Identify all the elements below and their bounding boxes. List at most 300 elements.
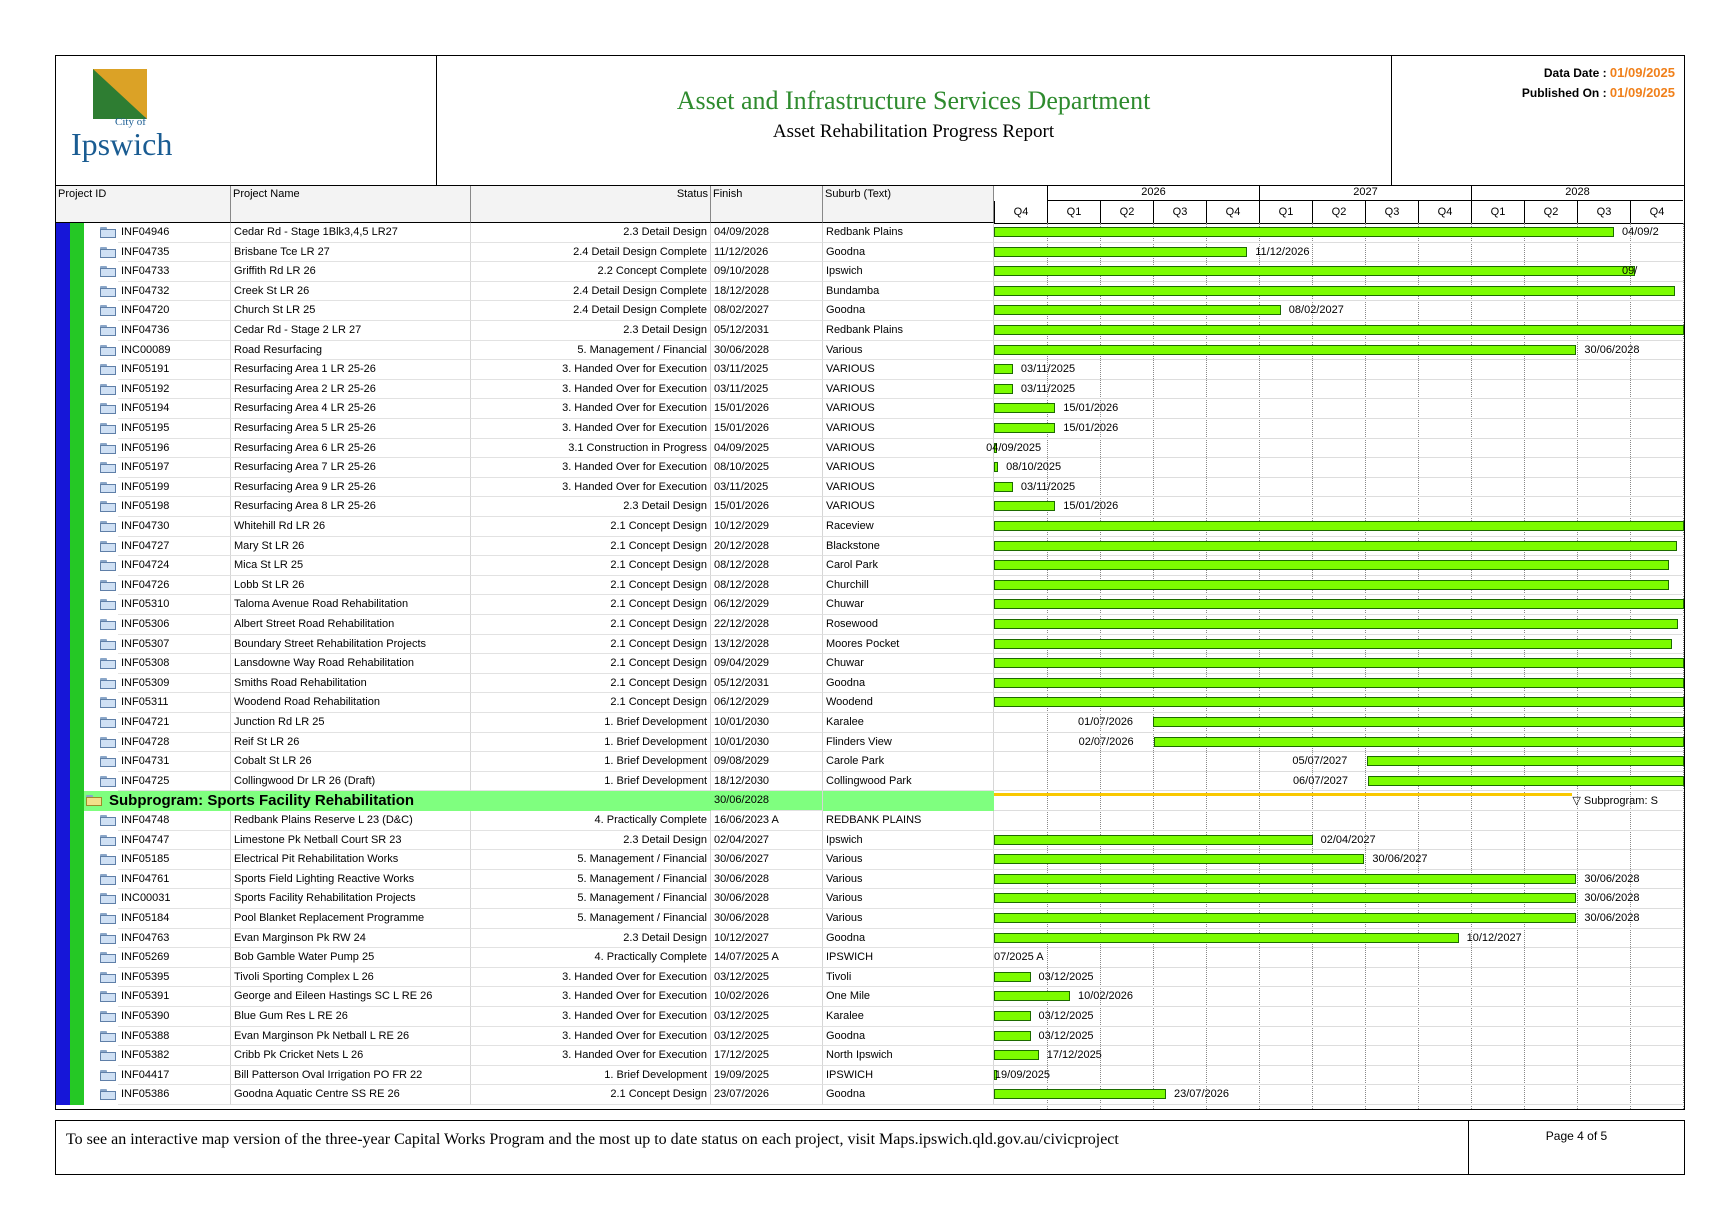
task-bar[interactable]: [1153, 717, 1684, 727]
table-row[interactable]: [56, 458, 1684, 478]
table-row[interactable]: [56, 380, 1684, 400]
project-id: INF05191: [118, 360, 231, 380]
project-id: INF05388: [118, 1027, 231, 1047]
table-row[interactable]: [56, 243, 1684, 263]
folder-icon: [100, 423, 116, 434]
row-group-marker: [70, 811, 84, 831]
report-page: [55, 55, 1685, 1175]
row-group-marker: [70, 458, 84, 478]
project-id: INF05184: [118, 909, 231, 929]
folder-icon: [100, 247, 116, 258]
folder-icon: [100, 1031, 116, 1042]
folder-icon: [100, 1089, 116, 1100]
bar-label: 30/06/2027: [1372, 853, 1428, 866]
folder-icon: [100, 1011, 116, 1022]
task-bar[interactable]: [994, 423, 1055, 433]
task-bar[interactable]: [994, 1089, 1166, 1099]
task-bar[interactable]: [994, 305, 1281, 315]
gantt-row: [994, 772, 1684, 792]
task-bar[interactable]: [994, 678, 1684, 688]
project-id: INF05386: [118, 1085, 231, 1105]
row-level-marker: [56, 556, 70, 576]
bar-label: 03/11/2025: [1020, 382, 1076, 395]
col-header-status[interactable]: Status: [471, 186, 711, 223]
project-id: INF04731: [118, 752, 231, 772]
gantt-row: [994, 478, 1684, 498]
row-group-marker: [70, 556, 84, 576]
subprogram-row[interactable]: [56, 791, 1684, 811]
table-row[interactable]: [56, 615, 1684, 635]
table-row[interactable]: [56, 948, 1684, 968]
project-id: INF04730: [118, 517, 231, 537]
row-group-marker: [70, 615, 84, 635]
project-id: INC00031: [118, 889, 231, 909]
project-suburb: Tivoli: [823, 968, 994, 988]
row-group-marker: [70, 497, 84, 517]
row-group-marker: [70, 282, 84, 302]
table-row[interactable]: [56, 301, 1684, 321]
table-row[interactable]: [56, 635, 1684, 655]
table-row[interactable]: [56, 321, 1684, 341]
task-bar[interactable]: [994, 482, 1013, 492]
project-id: INF05185: [118, 850, 231, 870]
folder-icon: [100, 364, 116, 375]
bar-label: 02/04/2027: [1320, 833, 1376, 846]
bar-label: 03/11/2025: [1020, 480, 1076, 493]
task-bar[interactable]: [994, 560, 1669, 570]
timescale-quarter: Q3: [1365, 201, 1418, 223]
bar-label: 15/01/2026: [1063, 500, 1119, 513]
col-header-project-name[interactable]: Project Name: [231, 186, 471, 223]
timescale-quarter: Q4: [1418, 201, 1471, 223]
task-bar[interactable]: [994, 247, 1247, 257]
folder-icon: [100, 717, 116, 728]
project-name: Limestone Pk Netball Court SR 23: [231, 831, 471, 851]
gantt-row: [994, 870, 1684, 890]
table-row[interactable]: [56, 556, 1684, 576]
project-id: INF05197: [118, 458, 231, 478]
timescale-quarter: Q3: [1577, 201, 1630, 223]
project-suburb: Goodna: [823, 674, 994, 694]
project-finish: 04/09/2025: [711, 439, 823, 459]
table-row[interactable]: [56, 595, 1684, 615]
project-name: Albert Street Road Rehabilitation: [231, 615, 471, 635]
gantt-row: [994, 1085, 1684, 1105]
table-row[interactable]: [56, 262, 1684, 282]
table-row[interactable]: [56, 419, 1684, 439]
row-level-marker: [56, 654, 70, 674]
row-level-marker: [56, 537, 70, 557]
project-id: INF05307: [118, 635, 231, 655]
task-bar[interactable]: [994, 521, 1684, 531]
table-row[interactable]: [56, 850, 1684, 870]
row-level-marker: [56, 262, 70, 282]
bar-label: 10/02/2026: [1077, 990, 1134, 1003]
project-id: INF04724: [118, 556, 231, 576]
row-group-marker: [70, 831, 84, 851]
project-name: Mary St LR 26: [231, 537, 471, 557]
row-group-marker: [70, 262, 84, 282]
gantt-row: [994, 1027, 1684, 1047]
bar-label: 04/09/2: [1622, 226, 1659, 238]
task-bar[interactable]: [994, 639, 1672, 649]
gantt-row: [994, 1007, 1684, 1027]
project-id: INF04728: [118, 733, 231, 753]
page-number: Page 4 of 5: [1468, 1121, 1684, 1174]
published-label: Published On :: [1521, 86, 1607, 100]
table-row[interactable]: [56, 497, 1684, 517]
project-suburb: VARIOUS: [823, 399, 994, 419]
logo-cell: [56, 56, 437, 185]
folder-icon: [100, 443, 116, 454]
gantt-row: [994, 733, 1684, 753]
task-bar[interactable]: [994, 933, 1459, 943]
task-bar[interactable]: [994, 462, 998, 472]
project-suburb: Flinders View: [823, 733, 994, 753]
project-finish: 13/12/2028: [711, 635, 823, 655]
timescale-year: 2026: [1047, 186, 1259, 201]
table-row[interactable]: [56, 752, 1684, 772]
project-finish: 10/01/2030: [711, 713, 823, 733]
row-group-marker: [70, 341, 84, 361]
project-suburb: Raceview: [823, 517, 994, 537]
project-id: INF05194: [118, 399, 231, 419]
project-suburb: Various: [823, 870, 994, 890]
folder-icon: [100, 737, 116, 748]
project-id: INF05199: [118, 478, 231, 498]
bar-label: 02/07/2026: [1078, 735, 1134, 748]
row-level-marker: [56, 733, 70, 753]
row-group-marker: [70, 399, 84, 419]
table-row[interactable]: [56, 713, 1684, 733]
project-name: Resurfacing Area 2 LR 25-26: [231, 380, 471, 400]
bar-label: 06/07/2027: [1292, 774, 1348, 787]
table-row[interactable]: [56, 929, 1684, 949]
table-row[interactable]: [56, 674, 1684, 694]
bar-label: 01/07/2026: [1078, 716, 1134, 728]
table-row[interactable]: [56, 399, 1684, 419]
table-row[interactable]: [56, 811, 1684, 831]
gantt-row: [994, 556, 1684, 576]
task-bar[interactable]: [994, 619, 1678, 629]
project-id: INF05269: [118, 948, 231, 968]
project-finish: 23/07/2026: [711, 1085, 823, 1105]
project-name: Blue Gum Res L RE 26: [231, 1007, 471, 1027]
project-id: INF05198: [118, 497, 231, 517]
project-status: 4. Practically Complete: [471, 811, 711, 831]
table-row[interactable]: [56, 282, 1684, 302]
timescale-year: 2028: [1471, 186, 1683, 201]
table-row[interactable]: [56, 576, 1684, 596]
gantt-row: [994, 419, 1684, 439]
project-name: Resurfacing Area 8 LR 25-26: [231, 497, 471, 517]
published-value: 01/09/2025: [1609, 85, 1675, 100]
project-id: INF05382: [118, 1046, 231, 1066]
task-bar[interactable]: [994, 913, 1576, 923]
project-finish: 30/06/2027: [711, 850, 823, 870]
row-level-marker: [56, 595, 70, 615]
project-suburb: VARIOUS: [823, 360, 994, 380]
row-group-marker: [70, 752, 84, 772]
table-row[interactable]: [56, 537, 1684, 557]
timescale-quarter: Q4: [1630, 201, 1683, 223]
project-suburb: Goodna: [823, 301, 994, 321]
row-group-marker: [70, 517, 84, 537]
gantt-row: [994, 399, 1684, 419]
col-header-finish[interactable]: Finish: [711, 186, 823, 223]
task-bar[interactable]: [994, 599, 1684, 609]
project-id: INF04736: [118, 321, 231, 341]
project-status: 3. Handed Over for Execution: [471, 478, 711, 498]
project-suburb: VARIOUS: [823, 380, 994, 400]
task-bar[interactable]: [994, 403, 1055, 413]
table-row[interactable]: [56, 341, 1684, 361]
project-status: 2.1 Concept Design: [471, 615, 711, 635]
row-group-marker: [70, 1046, 84, 1066]
task-bar[interactable]: [1368, 776, 1684, 786]
row-level-marker: [56, 497, 70, 517]
row-level-marker: [56, 968, 70, 988]
task-bar[interactable]: [994, 286, 1675, 296]
gantt-row: [994, 635, 1684, 655]
gantt-row: [994, 497, 1684, 517]
project-id: INF05308: [118, 654, 231, 674]
row-group-marker: [70, 968, 84, 988]
table-row[interactable]: [56, 693, 1684, 713]
task-bar[interactable]: [994, 541, 1677, 551]
project-status: 5. Management / Financial: [471, 850, 711, 870]
table-row[interactable]: [56, 909, 1684, 929]
project-status: 5. Management / Financial: [471, 909, 711, 929]
table-row[interactable]: [56, 733, 1684, 753]
row-level-marker: [56, 850, 70, 870]
bar-label: 05/07/2027: [1292, 755, 1348, 768]
project-status: 2.1 Concept Design: [471, 556, 711, 576]
folder-icon: [100, 599, 116, 610]
table-row[interactable]: [56, 439, 1684, 459]
task-bar[interactable]: [994, 893, 1576, 903]
folder-icon: [100, 482, 116, 493]
task-bar[interactable]: [994, 1050, 1039, 1060]
task-bar[interactable]: [994, 697, 1684, 707]
project-suburb: Ipswich: [823, 831, 994, 851]
project-name: Mica St LR 25: [231, 556, 471, 576]
table-row[interactable]: [56, 831, 1684, 851]
project-name: Griffith Rd LR 26: [231, 262, 471, 282]
row-group-marker: [70, 1007, 84, 1027]
row-level-marker: [56, 517, 70, 537]
table-row[interactable]: [56, 1085, 1684, 1105]
project-name: Resurfacing Area 9 LR 25-26: [231, 478, 471, 498]
project-finish: 15/01/2026: [711, 497, 823, 517]
project-id: INF04735: [118, 243, 231, 263]
project-id: INF05311: [118, 693, 231, 713]
table-row[interactable]: [56, 987, 1684, 1007]
project-suburb: Various: [823, 341, 994, 361]
project-id: INF04763: [118, 929, 231, 949]
row-level-marker: [56, 458, 70, 478]
project-status: 1. Brief Development: [471, 713, 711, 733]
bar-label: 19/09/2025: [994, 1068, 1050, 1081]
project-id: INF04721: [118, 713, 231, 733]
row-group-marker: [70, 889, 84, 909]
gantt-row: [994, 889, 1684, 909]
task-bar[interactable]: [994, 384, 1013, 394]
table-row[interactable]: [56, 654, 1684, 674]
project-suburb: REDBANK PLAINS: [823, 811, 994, 831]
task-bar[interactable]: [1367, 756, 1684, 766]
bar-label: 15/01/2026: [1063, 422, 1119, 434]
project-suburb: Karalee: [823, 713, 994, 733]
project-status: 3. Handed Over for Execution: [471, 360, 711, 380]
project-finish: 10/12/2027: [711, 929, 823, 949]
table-row[interactable]: [56, 870, 1684, 890]
task-bar[interactable]: [994, 835, 1313, 845]
project-finish: 22/12/2028: [711, 615, 823, 635]
task-bar[interactable]: [994, 1031, 1031, 1041]
folder-icon: [100, 227, 116, 238]
project-finish: 15/01/2026: [711, 419, 823, 439]
row-group-marker: [70, 713, 84, 733]
task-bar[interactable]: [994, 1011, 1031, 1021]
gantt-row: [994, 380, 1684, 400]
project-name: Collingwood Dr LR 26 (Draft): [231, 772, 471, 792]
table-row[interactable]: [56, 478, 1684, 498]
project-id: INF05395: [118, 968, 231, 988]
bar-label: 03/12/2025: [1038, 1010, 1094, 1022]
city-of-ipswich-logo: [71, 66, 181, 166]
table-row[interactable]: [56, 360, 1684, 380]
project-name: Tivoli Sporting Complex L 26: [231, 968, 471, 988]
project-id: INF05310: [118, 595, 231, 615]
task-bar[interactable]: [994, 658, 1684, 668]
project-finish: 09/08/2029: [711, 752, 823, 772]
task-bar[interactable]: [994, 325, 1684, 335]
project-id: INF05195: [118, 419, 231, 439]
logo-city-of: City of: [115, 116, 146, 128]
project-finish: 08/12/2028: [711, 556, 823, 576]
project-suburb: North Ipswich: [823, 1046, 994, 1066]
task-bar[interactable]: [994, 364, 1013, 374]
task-bar[interactable]: [994, 345, 1576, 355]
folder-icon: [100, 658, 116, 669]
project-suburb: Goodna: [823, 1085, 994, 1105]
task-bar[interactable]: [1154, 737, 1684, 747]
gantt-row: [994, 282, 1684, 302]
project-name: Resurfacing Area 6 LR 25-26: [231, 439, 471, 459]
table-row[interactable]: [56, 968, 1684, 988]
row-level-marker: [56, 1085, 70, 1105]
task-bar[interactable]: [994, 227, 1614, 237]
task-bar[interactable]: [994, 854, 1364, 864]
project-status: 1. Brief Development: [471, 733, 711, 753]
task-bar[interactable]: [994, 501, 1055, 511]
project-suburb: Goodna: [823, 243, 994, 263]
project-name: Pool Blanket Replacement Programme: [231, 909, 471, 929]
folder-icon: [100, 619, 116, 630]
row-level-marker: [56, 1046, 70, 1066]
row-group-marker: [70, 576, 84, 596]
col-header-project-id[interactable]: Project ID: [56, 186, 231, 223]
task-bar[interactable]: [994, 972, 1031, 982]
project-status: 2.1 Concept Design: [471, 517, 711, 537]
row-level-marker: [56, 1066, 70, 1086]
project-finish: 30/06/2028: [711, 889, 823, 909]
table-row[interactable]: [56, 772, 1684, 792]
project-finish: 08/02/2027: [711, 301, 823, 321]
project-id: INF04417: [118, 1066, 231, 1086]
project-name: Goodna Aquatic Centre SS RE 26: [231, 1085, 471, 1105]
task-bar[interactable]: [994, 580, 1669, 590]
project-name: Resurfacing Area 7 LR 25-26: [231, 458, 471, 478]
project-status: 2.1 Concept Design: [471, 1085, 711, 1105]
gantt-row: [994, 243, 1684, 263]
timescale-year: 2027: [1259, 186, 1471, 201]
folder-icon: [100, 952, 116, 963]
project-name: Brisbane Tce LR 27: [231, 243, 471, 263]
gantt-row: [994, 517, 1684, 537]
project-status: 2.2 Concept Complete: [471, 262, 711, 282]
gantt-row: [994, 615, 1684, 635]
table-row[interactable]: [56, 1046, 1684, 1066]
project-status: 3.1 Construction in Progress: [471, 439, 711, 459]
project-status: 2.1 Concept Design: [471, 674, 711, 694]
gantt-row: [994, 458, 1684, 478]
project-name: Reif St LR 26: [231, 733, 471, 753]
folder-icon: [100, 286, 116, 297]
project-name: Creek St LR 26: [231, 282, 471, 302]
project-status: 2.3 Detail Design: [471, 497, 711, 517]
folder-icon: [100, 403, 116, 414]
bar-label: 08/02/2027: [1288, 304, 1344, 317]
row-group-marker: [70, 870, 84, 890]
table-row[interactable]: [56, 223, 1684, 243]
gantt-row: [994, 929, 1684, 949]
row-level-marker: [56, 1007, 70, 1027]
folder-icon: [100, 874, 116, 885]
project-finish: 30/06/2028: [711, 341, 823, 361]
table-row[interactable]: [56, 889, 1684, 909]
task-bar[interactable]: [994, 874, 1576, 884]
row-group-marker: [70, 301, 84, 321]
project-status: 2.1 Concept Design: [471, 635, 711, 655]
bar-label: 10/12/2027: [1466, 931, 1522, 944]
folder-icon: [100, 678, 116, 689]
project-id: INF04748: [118, 811, 231, 831]
project-status: 2.4 Detail Design Complete: [471, 243, 711, 263]
table-row[interactable]: [56, 1066, 1684, 1086]
footer-text: To see an interactive map version of the three-year Capital Works Program and the most up to date status on each project, visit Maps.ipswich.qld.gov.au/civicproject: [66, 1131, 1119, 1148]
folder-icon: [100, 913, 116, 924]
gantt-row: [994, 850, 1684, 870]
bar-label: 03/12/2025: [1038, 1029, 1094, 1042]
row-level-marker: [56, 243, 70, 263]
col-header-suburb[interactable]: Suburb (Text): [823, 186, 994, 223]
table-row[interactable]: [56, 1027, 1684, 1047]
row-level-marker: [56, 791, 70, 811]
row-level-marker: [56, 301, 70, 321]
gantt-row: [994, 576, 1684, 596]
task-bar[interactable]: [994, 265, 1638, 278]
table-row[interactable]: [56, 517, 1684, 537]
table-row[interactable]: [56, 1007, 1684, 1027]
project-finish: 03/12/2025: [711, 1027, 823, 1047]
project-suburb: Rosewood: [823, 615, 994, 635]
project-name: Cribb Pk Cricket Nets L 26: [231, 1046, 471, 1066]
row-level-marker: [56, 987, 70, 1007]
project-status: 2.4 Detail Design Complete: [471, 301, 711, 321]
task-bar[interactable]: [994, 991, 1070, 1001]
